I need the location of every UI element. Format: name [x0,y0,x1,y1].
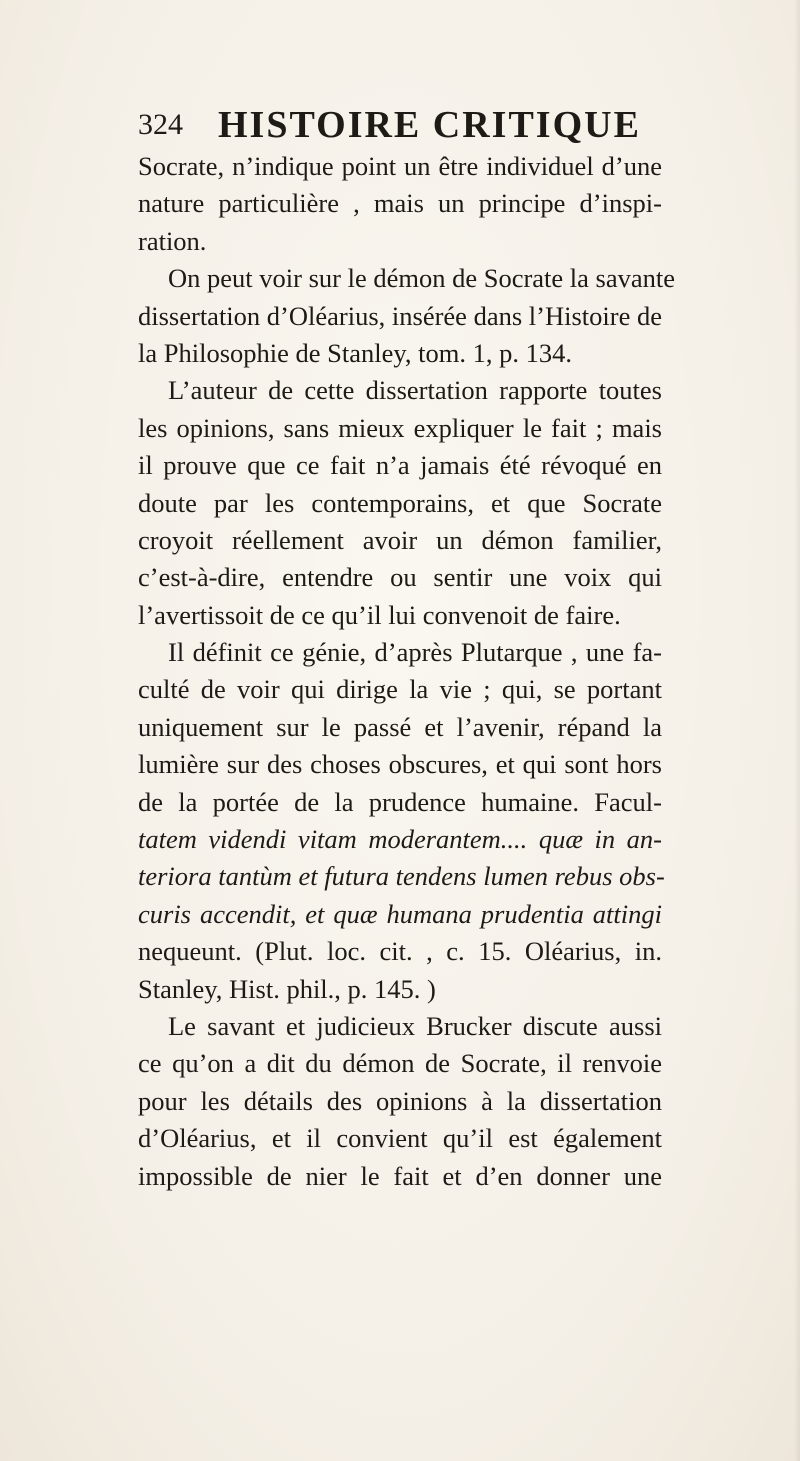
text-line: il prouve que ce fait n’a jamais été révoqué en [138,450,662,481]
text-line: les opinions, sans mieux expliquer le fait ; mais [138,412,662,443]
text-line: uniquement sur le passé et l’avenir, répand la [138,711,662,742]
text-line: de la portée de la prudence humaine. Facul- [138,786,662,817]
text-line: la Philosophie de Stanley, tom. 1, p. 134. [138,337,573,368]
text-line: doute par les contemporains, et que Socrate [138,487,662,518]
text-line: L’auteur de cette dissertation rapporte toutes [168,375,662,406]
text-line: Stanley, Hist. phil., p. 145. ) [138,973,436,1004]
body-text [138,148,676,1195]
text-line: teriora tantùm et futura tendens lumen rebus obs- [138,861,665,892]
page-header [138,100,658,150]
text-line: curis accendit, et quæ humana prudentia attingi [138,898,662,929]
text-line: ce qu’on a dit du démon de Socrate, il renvoie [138,1048,662,1079]
text-line: l’avertissoit de ce qu’il lui convenoit de faire. [138,599,621,630]
page-number: 324 [138,108,183,141]
text-line: nequeunt. (Plut. loc. cit. , c. 15. Oléarius, in. [138,936,662,967]
text-line: d’Oléarius, et il convient qu’il est également [138,1123,662,1154]
page-edge-shadow [794,0,800,1461]
text-line: nature particulière , mais un principe d’inspi- [138,188,662,219]
text-line: impossible de nier le fait et d’en donner une [138,1160,662,1191]
text-line: pour les détails des opinions à la dissertation [138,1085,662,1116]
text-line: tatem videndi vitam moderantem.... quæ in an- [138,824,662,855]
text-line: On peut voir sur le démon de Socrate la savante [168,263,676,294]
text-line: c’est-à-dire, entendre ou sentir une voix qui [138,562,662,593]
text-line: dissertation d’Oléarius, insérée dans l’Histoire de [138,300,662,331]
text-line: culté de voir qui dirige la vie ; qui, se portant [138,674,662,705]
text-line: Le savant et judicieux Brucker discute aussi [168,1010,662,1041]
text-line: ration. [138,225,207,256]
text-line: Il définit ce génie, d’après Plutarque , une fa- [168,637,662,668]
running-title: HISTOIRE CRITIQUE [218,104,641,146]
text-line: Socrate, n’indique point un être individuel d’une [138,151,662,181]
text-line: lumière sur des choses obscures, et qui sont hors [138,749,662,780]
text-line: croyoit réellement avoir un démon familier, [138,524,662,555]
